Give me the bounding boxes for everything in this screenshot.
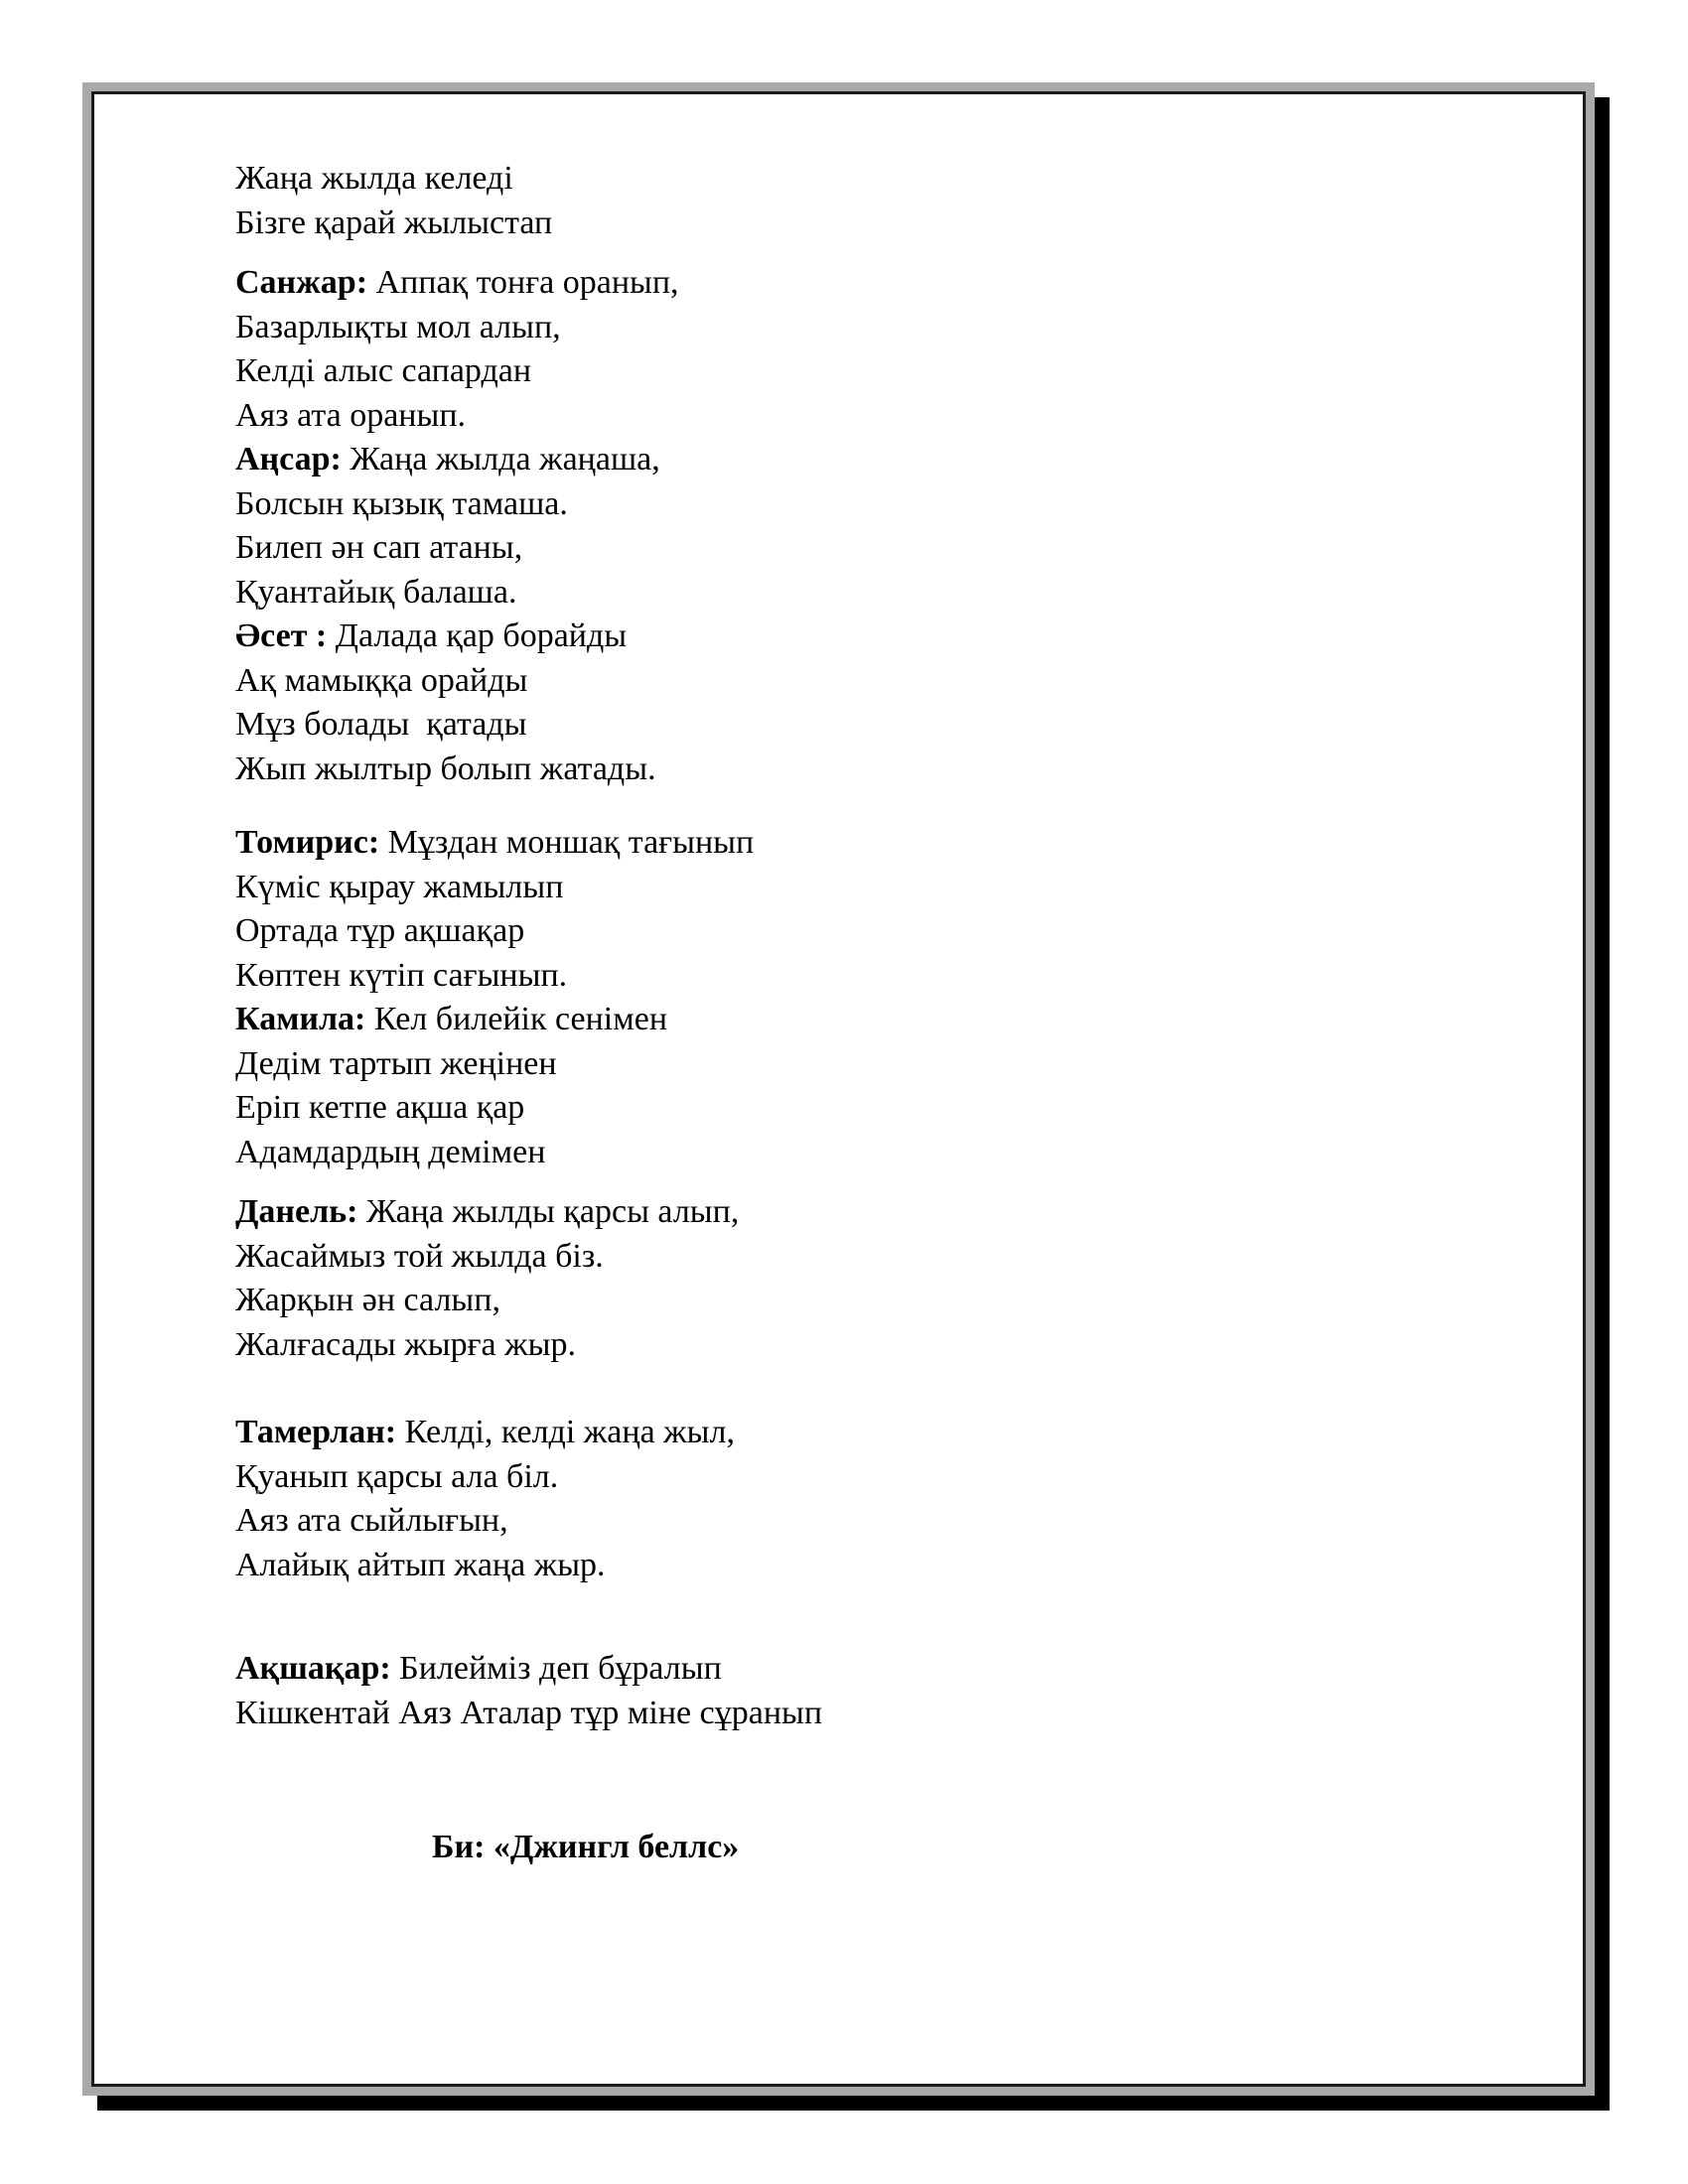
stanza-tomiris: [235, 821, 1477, 998]
poem-body: [235, 157, 1477, 1735]
verse-line: Кел билейік сенімен: [365, 1001, 668, 1037]
stanza-sanzhar: [235, 261, 1477, 438]
verse-line: Жалғасады жырға жыр.: [235, 1325, 576, 1363]
verse-line: Жып жылтыр болып жатады.: [235, 750, 656, 787]
verse-line: Алайық айтып жаңа жыр.: [235, 1546, 606, 1583]
verse-line: Ақ мамыққа орайды: [235, 661, 528, 699]
verse-line: Күміс қырау жамылып: [235, 868, 564, 905]
dance-title: Би: «Джингл беллс»: [432, 1829, 740, 1865]
verse-line: Қуантайық балаша.: [235, 573, 517, 611]
stanza-akshakar: [235, 1647, 1477, 1735]
stanza-aset: [235, 614, 1477, 791]
verse-line: Жарқын ән салып,: [235, 1282, 500, 1318]
verse-line: Базарлықты мол алып,: [235, 308, 561, 345]
speaker-name: Данель:: [235, 1193, 358, 1230]
speaker-name: Тамерлан:: [235, 1414, 397, 1450]
verse-line: Ортада тұр ақшақар: [235, 912, 525, 949]
verse-line: Келді, келді жаңа жыл,: [396, 1414, 735, 1450]
verse-line: Мұздан моншақ тағынып: [379, 824, 755, 861]
verse-line: Көптен күтіп сағынып.: [235, 956, 568, 994]
speaker-name: Санжар:: [235, 264, 368, 301]
verse-line: Аяз ата оранып.: [235, 396, 467, 434]
verse-line: Аппақ тонға оранып,: [367, 264, 679, 301]
verse-line: Дедім тартып жеңінен: [235, 1044, 557, 1082]
stanza-tamerlan: [235, 1411, 1477, 1587]
speaker-name: Аңсар:: [235, 441, 342, 478]
verse-line: Қуанып қарсы ала біл.: [235, 1457, 559, 1495]
verse-line: Кішкентай Аяз Аталар тұр міне сұранып: [235, 1694, 823, 1731]
stanza-danel: [235, 1190, 1477, 1367]
speaker-name: Камила:: [235, 1001, 366, 1037]
speaker-name: Ақшақар:: [235, 1650, 391, 1687]
verse-line: Болсын қызық тамаша.: [235, 484, 568, 522]
verse-line: Мұз болады қатады: [235, 706, 527, 743]
intro-line: Бізге қарай жылыстап: [235, 204, 553, 241]
verse-line: Келді алыс сапардан: [235, 352, 532, 389]
verse-line: Жаңа жылда жаңаша,: [341, 441, 660, 478]
verse-line: Адамдардың демімен: [235, 1133, 546, 1170]
verse-line: Жаңа жылды қарсы алып,: [357, 1193, 740, 1230]
verse-line: Билеп ән сап атаны,: [235, 529, 523, 566]
stanza-kamila: [235, 998, 1477, 1174]
verse-line: Далада қар борайды: [327, 617, 628, 654]
intro-line: Жаңа жылда келеді: [235, 160, 513, 197]
verse-line: Еріп кетпе ақша қар: [235, 1089, 525, 1126]
verse-line: Жасаймыз той жылда біз.: [235, 1237, 604, 1275]
speaker-name: Томирис:: [235, 824, 380, 861]
verse-line: Билейміз деп бұралып: [390, 1650, 722, 1687]
verse-line: Аяз ата сыйлығын,: [235, 1502, 508, 1539]
speaker-name: Әсет :: [235, 617, 328, 654]
stanza-ansar: [235, 438, 1477, 614]
